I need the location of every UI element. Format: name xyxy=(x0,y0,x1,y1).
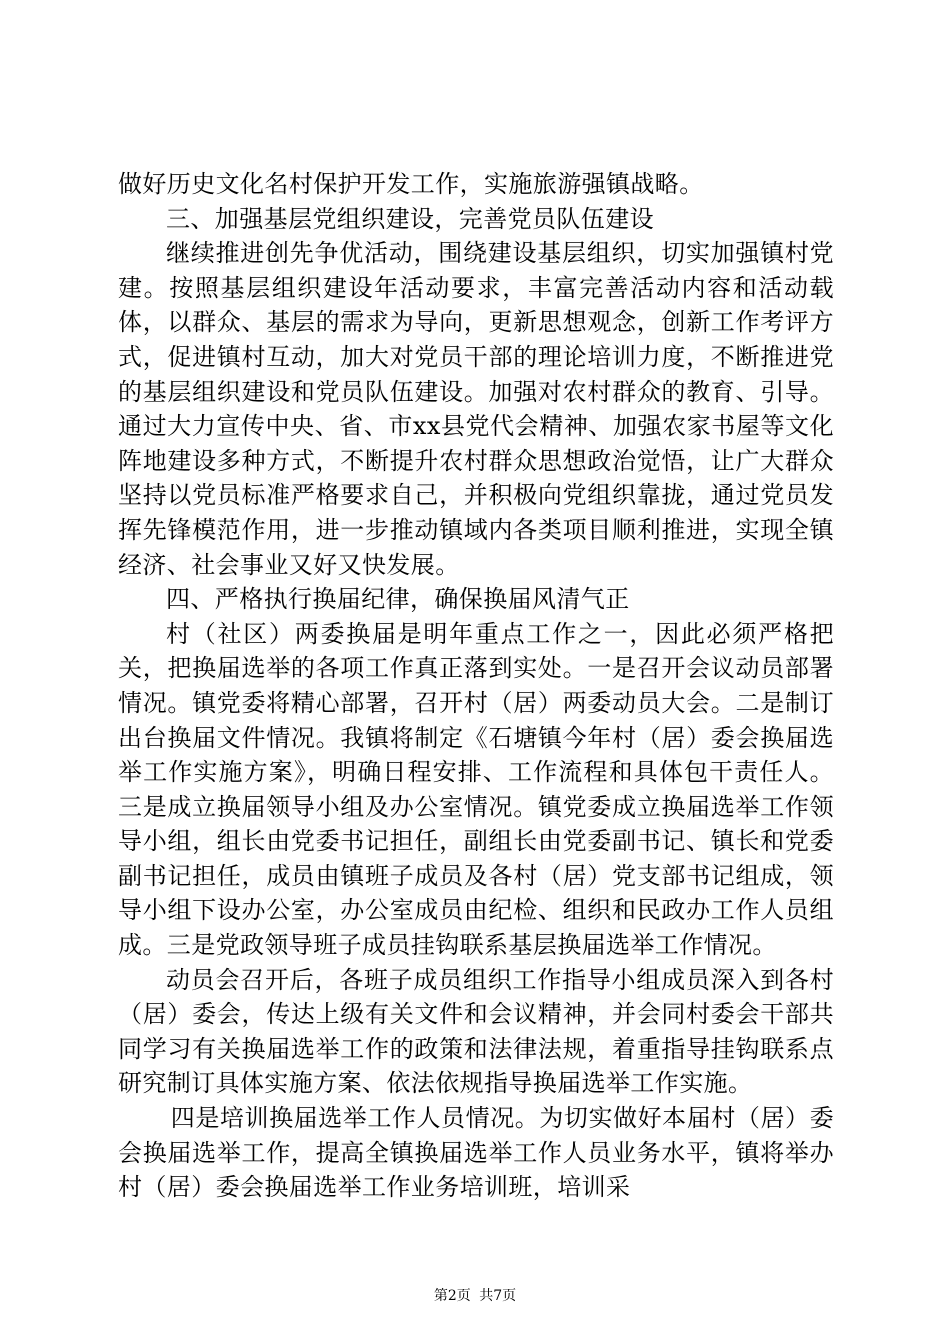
page-number: 第2页 xyxy=(433,1288,471,1304)
page-total: 共7页 xyxy=(479,1288,517,1304)
page-footer xyxy=(0,1285,950,1305)
paragraph-1: 做好历史文化名村保护开发工作，实施旅游强镇战略。 xyxy=(118,170,704,198)
paragraph-party-building: 继续推进创先争优活动，围绕建设基层组织，切实加强镇村党建。按照基层组织建设年活动要求，丰富完善活动内容和活动载体，以群众、基层的需求为导向，更新思想观念，创新工作考评方式，促进镇村互动，加大对党员干部的理论培训力度，不断推进党的基层组织建设和党员队伍建设。加强对农村群众的教育、引导。通过大力宣传中央、省、市xx县党代会精神、加强农家书屋等文化阵地建设多种方式，不断提升农村群众思想政治觉悟，让广大群众坚持以党员标准严格要求自己，并积极向党组织靠拢，通过党员发挥先锋模范作用，进一步推动镇域内各类项目顺利推进，实现全镇经济、社会事业又好又快发展。 xyxy=(118,239,834,579)
paragraph-election: 村（社区）两委换届是明年重点工作之一，因此必须严格把关，把换届选举的各项工作真正落到实处。一是召开会议动员部署情况。镇党委将精心部署，召开村（居）两委动员大会。二是制订出台换届文件情况。我镇将制定《石塘镇今年村（居）委会换届选举工作实施方案》，明确日程安排、工作流程和具体包干责任人。三是成立换届领导小组及办公室情况。镇党委成立换届选举工作领导小组，组长由党委书记担任，副组长由党委副书记、镇长和党委副书记担任，成员由镇班子成员及各村（居）党支部书记组成，领导小组下设办公室，办公室成员由纪检、组织和民政办工作人员组成。三是党政领导班子成员挂钩联系基层换届选举工作情况。 xyxy=(118,619,834,960)
document-body xyxy=(118,167,834,1205)
paragraph-mobilization: 动员会召开后，各班子成员组织工作指导小组成员深入到各村（居）委会，传达上级有关文件和会议精神，并会同村委会干部共同学习有关换届选举工作的政策和法律法规，着重指导挂钩联系点研究制订具体实施方案、依法依规指导换届选举工作实施。 xyxy=(118,965,834,1098)
paragraph-training: 四是培训换届选举工作人员情况。为切实做好本届村（居）委会换届选举工作，提高全镇换届选举工作人员业务水平，镇将举办村（居）委会换届选举工作业务培训班，培训采 xyxy=(118,1104,834,1202)
section-heading-3: 三、加强基层党组织建设，完善党员队伍建设 xyxy=(166,204,654,233)
section-heading-4: 四、严格执行换届纪律，确保换届风清气正 xyxy=(166,585,630,614)
